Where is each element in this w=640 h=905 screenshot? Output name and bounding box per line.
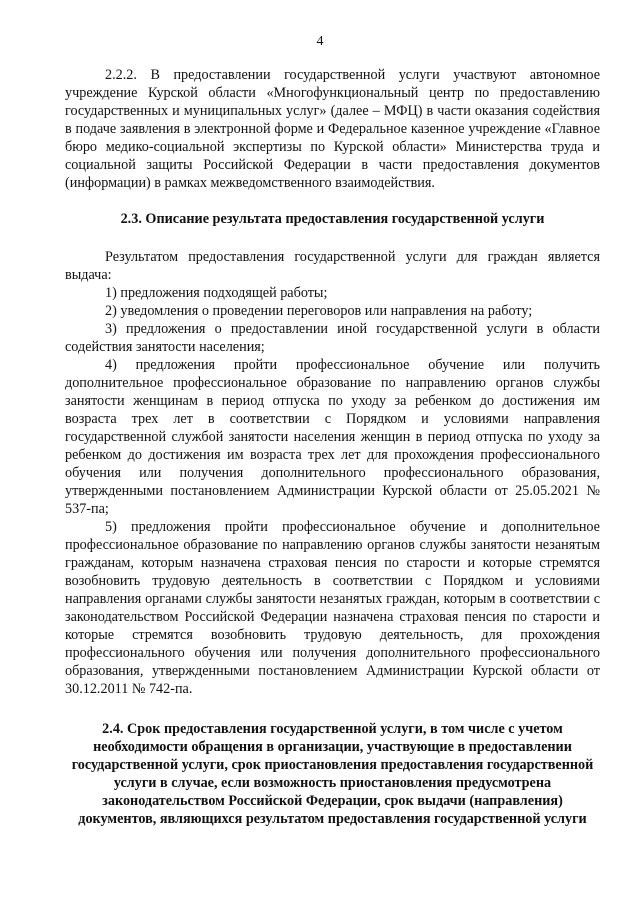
list-item-3: 3) предложения о предоставлении иной государственной услуги в области содействия занятости населения; <box>65 321 600 355</box>
paragraph-2-2-2: 2.2.2. В предоставлении государственной услуги участвуют автономное учреждение Курской области «Многофункциональный центр по предоставлению государственных и муниципальных услуг» (далее – МФЦ) в части оказания содействия в подаче заявления в электронной форме и Федеральное казенное учреждение «Главное бюро медико-социальной экспертизы по Курской области» Министерства труда и социальной защиты Российской Федерации в части предоставления документов (информации) в рамках межведомственного взаимодействия. <box>65 67 600 191</box>
document-body <box>65 66 600 828</box>
list-item-5: 5) предложения пройти профессиональное обучение и дополнительное профессиональное образование по направлению органов службы занятости незанятым гражданам, которым назначена страховая пенсия по старости и которые стремятся возобновить трудовую деятельность в соответствии с Порядком и условиями направления органами службы занятости незанятых граждан, которым в соответствии с законодательством Российской Федерации назначена страховая пенсия по старости и которые стремятся возобновить трудовую деятельность, для прохождения профессионального обучения или получения дополнительного профессионального образования, утвержденными постановлением Администрации Курской области от 30.12.2011 № 742-па. <box>65 519 600 697</box>
paragraph-result-intro: Результатом предоставления государственной услуги для граждан является выдача: <box>65 249 600 283</box>
heading-2-3: 2.3. Описание результата предоставления государственной услуги <box>120 211 545 227</box>
heading-2-4: 2.4. Срок предоставления государственной услуги, в том числе с учетом необходимости обращения в организации, участвующие в предоставлении государственной услуги, срок приостановления предоставления государственной услуги в случае, если возможность приостановления предусмотрена законодательством Российской Федерации, срок выдачи (направления) документов, являющихся результатом предоставления государственной услуги <box>71 721 594 827</box>
list-item-1: 1) предложения подходящей работы; <box>105 285 328 301</box>
list-item-2: 2) уведомления о проведении переговоров или направления на работу; <box>105 303 533 319</box>
list-item-4: 4) предложения пройти профессиональное обучение или получить дополнительное профессиональное образование по направлению органов службы занятости женщинам в период отпуска по уходу за ребенком до достижения им возраста трех лет в соответствии с Порядком и условиями направления государственной службой занятости населения женщин в период отпуска по уходу за ребенком до достижения им возраста трех лет для прохождения профессионального обучения или получения дополнительного профессионального образования, утвержденными постановлением Администрации Курской области от 25.05.2021 № 537-па; <box>65 357 600 517</box>
page-number: 4 <box>316 34 324 49</box>
